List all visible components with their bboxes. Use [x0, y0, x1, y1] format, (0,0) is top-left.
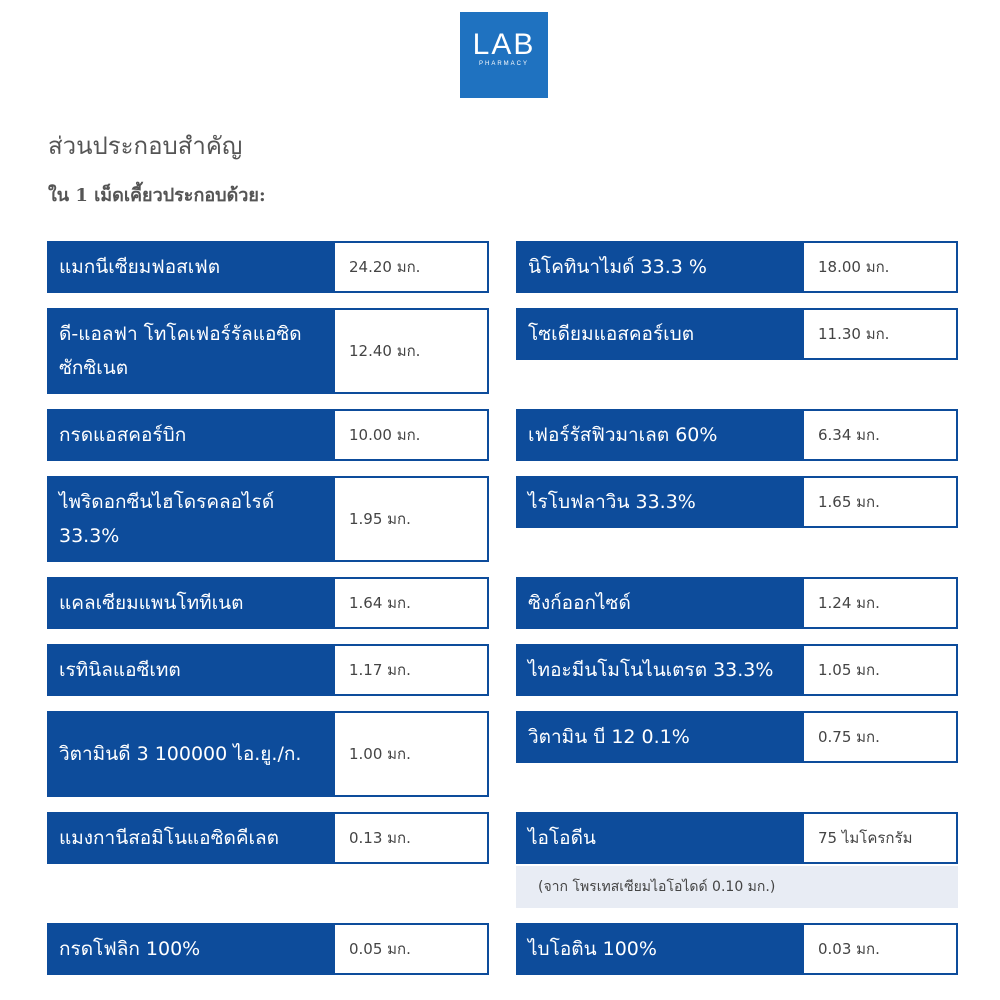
- ingredient-name: ไพริดอกซีนไฮโดรคลอไรด์ 33.3%: [49, 478, 335, 560]
- iodine-source-note: (จาก โพรเทสเซียมไอโอไดด์ 0.10 มก.): [516, 866, 958, 908]
- ingredient-name: โซเดียมแอสคอร์เบต: [518, 310, 804, 358]
- lab-pharmacy-logo: [460, 12, 548, 98]
- ingredient-row: [47, 308, 489, 394]
- ingredient-name: แมกนีเซียมฟอสเฟต: [49, 243, 335, 291]
- ingredient-amount: 24.20 มก.: [349, 258, 421, 276]
- ingredient-row: [47, 812, 489, 864]
- ingredient-name: นิโคทินาไมด์ 33.3 %: [518, 243, 804, 291]
- ingredient-name: ไทอะมีนโมโนไนเตรต 33.3%: [518, 646, 804, 694]
- ingredient-name: วิตามินดี 3 100000 ไอ.ยู./ก.: [49, 713, 335, 795]
- ingredient-amount: 1.17 มก.: [349, 661, 411, 679]
- ingredient-name: วิตามิน บี 12 0.1%: [518, 713, 804, 761]
- ingredient-row: [516, 812, 958, 864]
- ingredient-row: [516, 577, 958, 629]
- ingredient-amount: 0.03 มก.: [818, 940, 880, 958]
- ingredient-row: [516, 923, 958, 975]
- ingredient-amount: 1.00 มก.: [349, 745, 411, 763]
- ingredient-amount: 75 ไมโครกรัม: [818, 829, 913, 847]
- ingredient-row: [47, 409, 489, 461]
- ingredient-amount: 11.30 มก.: [818, 325, 890, 343]
- ingredient-row: [47, 711, 489, 797]
- ingredient-name: เรทินิลแอซีเทต: [49, 646, 335, 694]
- ingredient-row: [47, 644, 489, 696]
- ingredient-name: เฟอร์รัสฟิวมาเลต 60%: [518, 411, 804, 459]
- page-subtitle: ใน 1 เม็ดเคี้ยวประกอบด้วย:: [48, 185, 266, 206]
- ingredient-name: กรดแอสคอร์บิก: [49, 411, 335, 459]
- ingredient-amount: 0.13 มก.: [349, 829, 411, 847]
- ingredient-row: [516, 308, 958, 360]
- ingredient-amount: 1.65 มก.: [818, 493, 880, 511]
- ingredient-amount: 10.00 มก.: [349, 426, 421, 444]
- ingredient-amount: 18.00 มก.: [818, 258, 890, 276]
- ingredient-row: [516, 409, 958, 461]
- ingredient-name: แคลเซียมแพนโททีเนต: [49, 579, 335, 627]
- ingredient-amount: 0.05 มก.: [349, 940, 411, 958]
- ingredient-amount: 1.05 มก.: [818, 661, 880, 679]
- ingredient-row: [47, 241, 489, 293]
- ingredient-amount: 1.95 มก.: [349, 510, 411, 528]
- ingredient-row: [47, 577, 489, 629]
- ingredient-amount: 12.40 มก.: [349, 342, 421, 360]
- ingredient-row: [516, 476, 958, 528]
- ingredient-amount: 1.64 มก.: [349, 594, 411, 612]
- ingredient-row: [47, 476, 489, 562]
- ingredient-row: [516, 711, 958, 763]
- page-title: ส่วนประกอบสำคัญ: [48, 132, 243, 160]
- ingredient-row: [47, 923, 489, 975]
- ingredient-name: กรดโฟลิก 100%: [49, 925, 335, 973]
- ingredient-row: [516, 644, 958, 696]
- ingredient-row: [516, 241, 958, 293]
- ingredient-name: ไรโบฟลาวิน 33.3%: [518, 478, 804, 526]
- logo-text: LAB: [472, 28, 536, 61]
- logo-subtext: PHARMACY: [478, 61, 529, 67]
- ingredient-name: ไอโอดีน: [518, 814, 804, 862]
- ingredient-name: แมงกานีสอมิโนแอซิดคีเลต: [49, 814, 335, 862]
- ingredient-amount: 6.34 มก.: [818, 426, 880, 444]
- ingredient-amount: 0.75 มก.: [818, 728, 880, 746]
- ingredient-name: ซิงก์ออกไซด์: [518, 579, 804, 627]
- ingredient-name: ไบโอติน 100%: [518, 925, 804, 973]
- ingredient-name: ดี-แอลฟา โทโคเฟอร์รัลแอซิดซักซิเนต: [49, 310, 335, 392]
- ingredient-amount: 1.24 มก.: [818, 594, 880, 612]
